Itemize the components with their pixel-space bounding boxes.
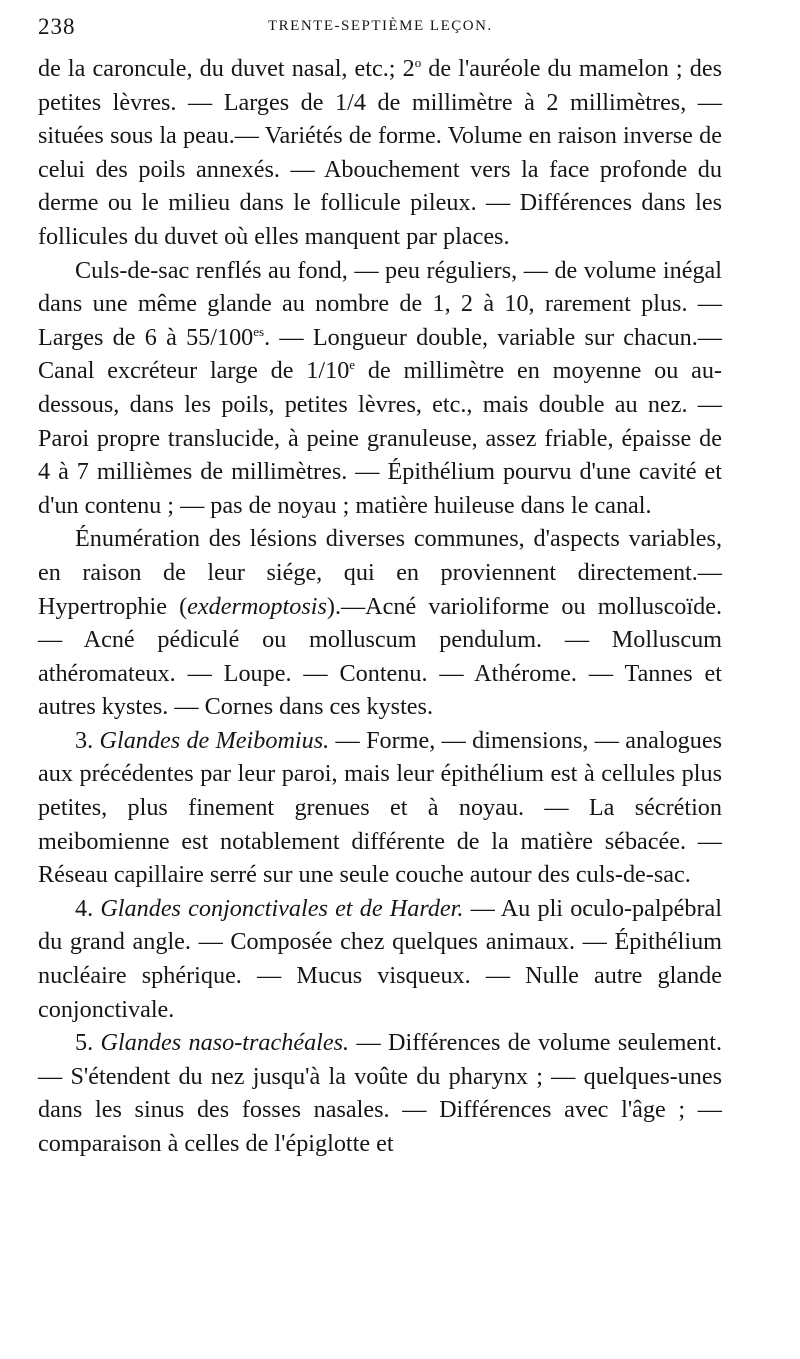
text-run: — Forme, — dimensions, — analogues aux précédentes par leur paroi, mais leur épithélium est à cellules plus petites, plus finement grenues et à noyau. — La sécrétion meibomienne est notablement différente de la matière sébacée. — Réseau capillaire serré sur une seule couche autour des culs-de-sac.	[38, 726, 723, 889]
text-run: 5.	[75, 1029, 101, 1057]
paragraph	[38, 1026, 722, 1160]
text-run: Culs-de-sac renflés au fond, — peu réguliers, — de volume inégal dans une même glande au nombre de 1, 2 à 10, rarement plus. — Larges de 6 à 55/100	[38, 256, 722, 351]
running-head: TRENTE-SEPTIÈME LEÇON.	[268, 18, 493, 34]
text-run: de l'auréole du mamelon ; des petites lèvres. — Larges de 1/4 de millimètre à 2 millimètres, — situées sous la peau.— Variétés de forme. Volume en raison inverse de celui des poils annexés. — Abouchement vers la face profonde du derme ou le milieu dans le follicule pileux. — Différences dans les follicules du duvet où elles manquent par places.	[38, 55, 722, 250]
text-run: de millimètre en moyenne ou au-dessous, dans les poils, petites lèvres, etc., mais double au nez. — Paroi propre translucide, à peine granuleuse, assez friable, épaisse de 4 à 7 millièmes de millimètres. — Épithélium pourvu d'une cavité et d'un contenu ; — pas de noyau ; matière huileuse dans le canal.	[38, 357, 722, 519]
paragraph	[38, 892, 722, 1026]
superscript: es	[253, 323, 265, 339]
body-text	[38, 52, 722, 1161]
text-run: ).—Acné varioliforme ou molluscoïde. — Acné pédiculé ou molluscum pendulum. — Molluscum athéromateux. — Loupe. — Contenu. — Athérome. — Tannes et autres kystes. — Cornes dans ces kystes.	[38, 592, 722, 721]
text-run: 4.	[75, 894, 101, 922]
italic-title: Glandes de Meibomius.	[99, 726, 330, 754]
text-run: de la caroncule, du duvet nasal, etc.; 2	[38, 55, 415, 82]
paragraph	[38, 522, 722, 724]
superscript: o	[414, 54, 422, 70]
text-run: Énumération des lésions diverses communes, d'aspects variables, en raison de leur siége, qui en proviennent directement.— Hypertrophie (	[38, 525, 722, 620]
italic-title: exdermoptosis	[187, 592, 327, 620]
page-number: 238	[38, 14, 76, 39]
paragraph	[38, 254, 722, 523]
paragraph	[38, 724, 722, 892]
page-header	[38, 14, 728, 44]
text-run: — Au pli oculo-palpébral du grand angle. — Composée chez quelques animaux. — Épithélium nucléaire sphérique. — Mucus visqueux. — Nulle autre glande conjonctivale.	[38, 894, 722, 1023]
italic-title: Glandes conjonctivales et de Harder.	[100, 894, 464, 922]
text-run: . — Longueur double, variable sur chacun.— Canal excréteur large de 1/10	[38, 323, 722, 385]
text-run: — Différences de volume seulement. — S'étendent du nez jusqu'à la voûte du pharynx ; — quelques-unes dans les sinus des fosses nasales. — Différences avec l'âge ; — comparaison à celles de l'épiglotte et	[38, 1029, 723, 1157]
paragraph	[38, 52, 722, 254]
italic-title: Glandes naso-trachéales.	[100, 1029, 350, 1057]
superscript: e	[349, 357, 356, 373]
text-run: 3.	[75, 726, 100, 754]
